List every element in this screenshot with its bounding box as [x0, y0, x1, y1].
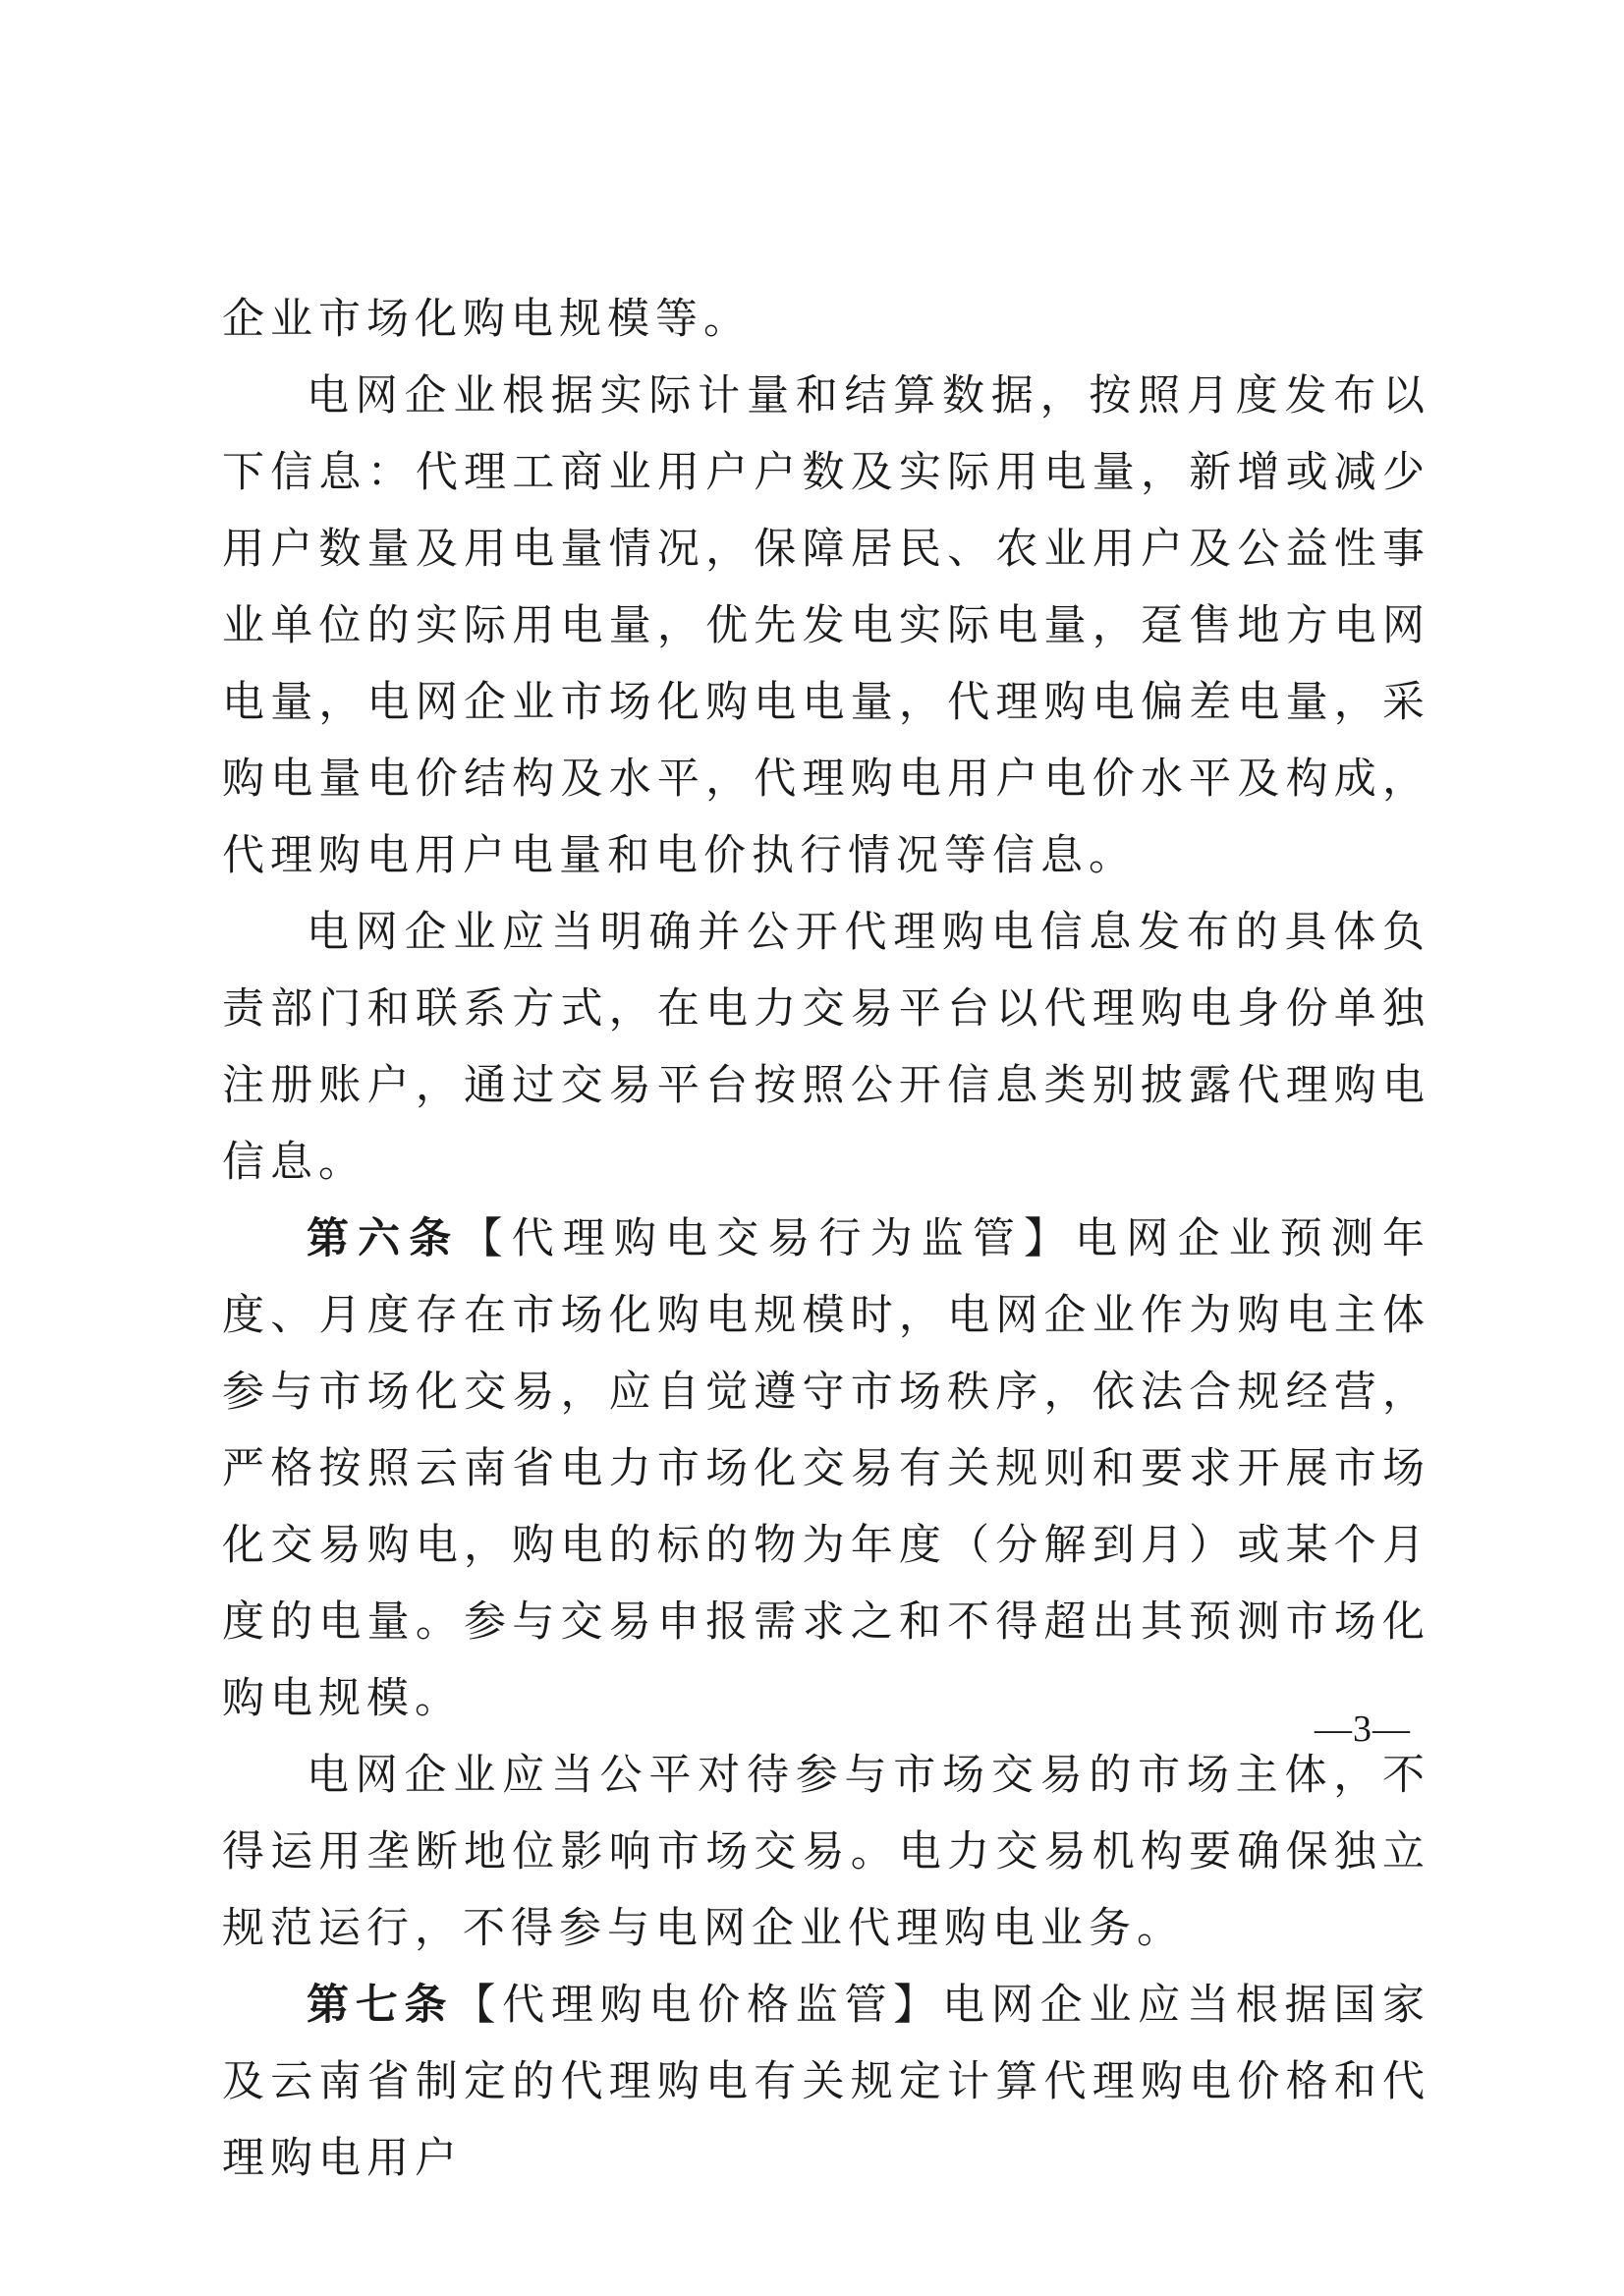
- paragraph-text: 电网企业根据实际计量和结算数据，按照月度发布以下信息：代理工商业用户户数及实际用电量，新增或减少用户数量及用电量情况，保障居民、农业用户及公益性事业单位的实际用电量，优先发电实际电量，趸售地方电网电量，电网企业市场化购电电量，代理购电偏差电量，采购电量电价结构及水平，代理购电用户电价水平及构成，代理购电用户电量和电价执行情况等信息。: [222, 371, 1430, 880]
- paragraph-text: 电网企业应当明确并公开代理购电信息发布的具体负责部门和联系方式，在电力交易平台以代理购电身份单独注册账户，通过交易平台按照公开信息类别披露代理购电信息。: [222, 908, 1430, 1187]
- paragraph-monthly-disclosure: [222, 358, 1430, 894]
- paragraph-text: 电网企业应当公平对待参与市场交易的市场主体，不得运用垄断地位影响市场交易。电力交易机构要确保独立规范运行，不得参与电网企业代理购电业务。: [222, 1751, 1430, 1953]
- article-number: 第六条: [307, 1214, 461, 1263]
- paragraph-fair-treatment: [222, 1737, 1430, 1967]
- paragraph-contact-registration: [222, 894, 1430, 1201]
- paragraph-continuation: [222, 281, 1430, 358]
- page-number: —3—: [1315, 1708, 1411, 1750]
- article-title: 【代理购电交易行为监管】: [460, 1214, 1076, 1263]
- article-number: 第七条: [307, 1981, 454, 2030]
- article-text: 电网企业应当根据国家及云南省制定的代理购电有关规定计算代理购电价格和代理购电用户: [222, 1981, 1431, 2183]
- body-text: [222, 281, 1430, 2197]
- article-title: 【代理购电价格监管】: [453, 1981, 943, 2030]
- paragraph-text: 企业市场化购电规模等。: [222, 295, 752, 344]
- article-text: 电网企业预测年度、月度存在市场化购电规模时，电网企业作为购电主体参与市场化交易，应自觉遵守市场秩序，依法合规经营，严格按照云南省电力市场化交易有关规则和要求开展市场化交易购电，购电的标的物为年度（分解到月）或某个月度的电量。参与交易申报需求之和不得超出其预测市场化购电规模。: [222, 1214, 1431, 1723]
- article-seven: [222, 1967, 1430, 2197]
- article-six: [222, 1201, 1430, 1737]
